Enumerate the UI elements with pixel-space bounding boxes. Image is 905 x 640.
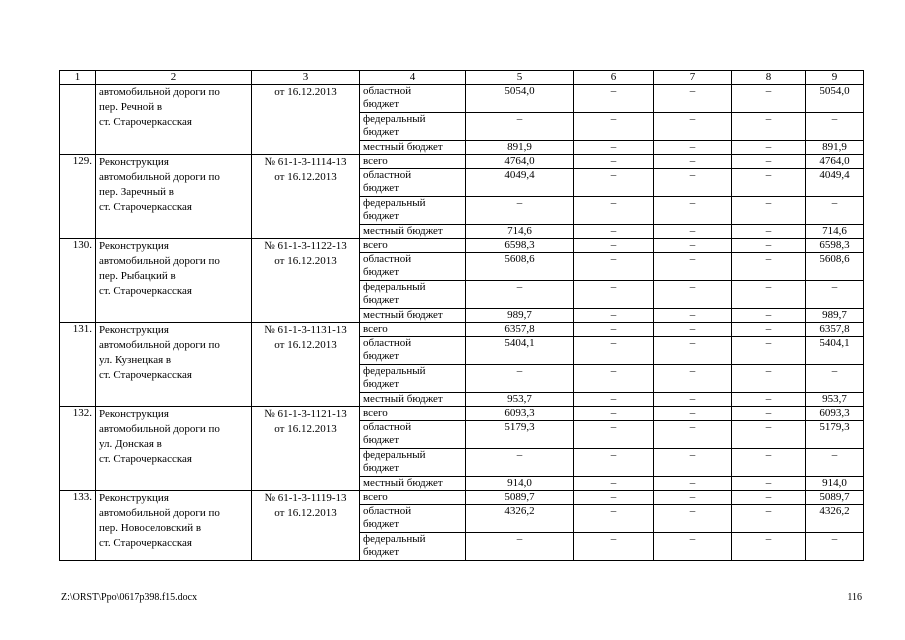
amount-cell: – [574, 491, 654, 505]
amount-cell: 4326,2 [806, 505, 864, 533]
amount-cell: 5054,0 [806, 85, 864, 113]
item-number-cell: 133. [60, 491, 96, 561]
funding-source-line: федеральный [363, 533, 426, 545]
amount-cell: – [732, 407, 806, 421]
table-row [60, 323, 864, 337]
funding-source-cell [360, 323, 466, 337]
object-name-line: пер. Заречный в [99, 186, 174, 198]
amount-cell: – [654, 281, 732, 309]
footer-file-path: Z:\ORST\Ppo\0617p398.f15.docx [61, 592, 198, 603]
funding-source-line: бюджет [363, 126, 399, 138]
amount-cell: – [466, 281, 574, 309]
amount-cell: – [574, 85, 654, 113]
object-name-line: ст. Старочеркасская [99, 453, 192, 465]
amount-cell: – [654, 253, 732, 281]
amount-cell: – [732, 141, 806, 155]
funding-source-line: федеральный [363, 197, 426, 209]
amount-cell: 5179,3 [466, 421, 574, 449]
funding-source-line: местный бюджет [363, 309, 443, 321]
funding-source-cell [360, 491, 466, 505]
document-line: от 16.12.2013 [274, 507, 337, 519]
funding-source-line: областной [363, 169, 412, 181]
document-cell [252, 323, 360, 407]
amount-cell: 5404,1 [806, 337, 864, 365]
amount-cell: 714,6 [806, 225, 864, 239]
amount-cell: – [654, 533, 732, 561]
table-row [60, 85, 864, 113]
table-body [60, 71, 864, 561]
document-line: от 16.12.2013 [274, 171, 337, 183]
document-cell [252, 239, 360, 323]
funding-source-line: местный бюджет [363, 477, 443, 489]
funding-source-line: бюджет [363, 546, 399, 558]
amount-cell: – [654, 155, 732, 169]
funding-source-cell [360, 393, 466, 407]
amount-cell: – [654, 491, 732, 505]
amount-cell: 914,0 [466, 477, 574, 491]
amount-cell: – [732, 169, 806, 197]
amount-cell: 891,9 [466, 141, 574, 155]
document-cell [252, 491, 360, 561]
header-cell: 8 [732, 71, 806, 85]
funding-source-cell [360, 281, 466, 309]
amount-cell: 5608,6 [466, 253, 574, 281]
object-name-line: автомобильной дороги по [99, 423, 220, 435]
document-line: № 61-1-3-1121-13 [264, 408, 347, 420]
amount-cell: 5608,6 [806, 253, 864, 281]
amount-cell: 5089,7 [466, 491, 574, 505]
funding-source-cell [360, 505, 466, 533]
funding-source-cell [360, 449, 466, 477]
footer-page-number: 116 [847, 592, 862, 603]
amount-cell: – [654, 365, 732, 393]
amount-cell: 4049,4 [466, 169, 574, 197]
amount-cell: – [806, 113, 864, 141]
amount-cell: – [806, 449, 864, 477]
amount-cell: – [574, 365, 654, 393]
funding-source-line: всего [363, 407, 388, 419]
amount-cell: 6598,3 [806, 239, 864, 253]
amount-cell: 6093,3 [466, 407, 574, 421]
amount-cell: – [574, 533, 654, 561]
amount-cell: – [654, 113, 732, 141]
amount-cell: 914,0 [806, 477, 864, 491]
amount-cell: – [732, 449, 806, 477]
amount-cell: – [574, 407, 654, 421]
object-name-cell [96, 323, 252, 407]
funding-source-line: бюджет [363, 378, 399, 390]
funding-source-line: областной [363, 253, 412, 265]
amount-cell: – [466, 449, 574, 477]
funding-source-line: бюджет [363, 350, 399, 362]
amount-cell: – [732, 253, 806, 281]
header-cell: 4 [360, 71, 466, 85]
object-name-line: автомобильной дороги по [99, 255, 220, 267]
document-line: от 16.12.2013 [274, 423, 337, 435]
amount-cell: – [732, 85, 806, 113]
amount-cell: – [654, 169, 732, 197]
amount-cell: – [574, 449, 654, 477]
funding-source-cell [360, 365, 466, 393]
amount-cell: – [574, 477, 654, 491]
amount-cell: – [574, 337, 654, 365]
amount-cell: – [732, 337, 806, 365]
funding-source-line: областной [363, 505, 412, 517]
object-name-line: автомобильной дороги по [99, 171, 220, 183]
amount-cell: 989,7 [466, 309, 574, 323]
amount-cell: – [654, 337, 732, 365]
amount-cell: – [732, 309, 806, 323]
amount-cell: – [574, 113, 654, 141]
object-name-line: ул. Кузнецкая в [99, 354, 172, 366]
document-line: от 16.12.2013 [274, 86, 337, 98]
amount-cell: – [654, 407, 732, 421]
amount-cell: – [574, 281, 654, 309]
amount-cell: – [654, 225, 732, 239]
funding-source-cell [360, 113, 466, 141]
document-line: № 61-1-3-1122-13 [264, 240, 347, 252]
object-name-line: ст. Старочеркасская [99, 285, 192, 297]
amount-cell: 5089,7 [806, 491, 864, 505]
funding-source-line: местный бюджет [363, 393, 443, 405]
funding-source-cell [360, 533, 466, 561]
amount-cell: – [574, 225, 654, 239]
object-name-line: пер. Новоселовский в [99, 522, 202, 534]
amount-cell: – [574, 141, 654, 155]
funding-source-cell [360, 141, 466, 155]
amount-cell: – [466, 533, 574, 561]
object-name-line: автомобильной дороги по [99, 507, 220, 519]
item-number-cell [60, 85, 96, 155]
amount-cell: 5054,0 [466, 85, 574, 113]
table-row [60, 155, 864, 169]
amount-cell: 6598,3 [466, 239, 574, 253]
funding-source-line: местный бюджет [363, 225, 443, 237]
header-cell: 3 [252, 71, 360, 85]
object-name-cell [96, 85, 252, 155]
document-line: от 16.12.2013 [274, 255, 337, 267]
header-cell: 5 [466, 71, 574, 85]
item-number-cell: 131. [60, 323, 96, 407]
amount-cell: – [732, 239, 806, 253]
amount-cell: – [654, 85, 732, 113]
amount-cell: – [732, 421, 806, 449]
amount-cell: – [654, 393, 732, 407]
item-number-cell: 129. [60, 155, 96, 239]
amount-cell: 5404,1 [466, 337, 574, 365]
header-cell: 2 [96, 71, 252, 85]
amount-cell: – [574, 309, 654, 323]
amount-cell: 891,9 [806, 141, 864, 155]
funding-source-line: бюджет [363, 182, 399, 194]
object-name-line: автомобильной дороги по [99, 339, 220, 351]
object-name-cell [96, 491, 252, 561]
document-line: № 61-1-3-1131-13 [264, 324, 347, 336]
funding-source-line: бюджет [363, 294, 399, 306]
amount-cell: – [574, 239, 654, 253]
amount-cell: – [732, 155, 806, 169]
item-number-cell: 130. [60, 239, 96, 323]
funding-source-cell [360, 253, 466, 281]
document-cell [252, 155, 360, 239]
funding-source-line: федеральный [363, 449, 426, 461]
amount-cell: – [574, 155, 654, 169]
amount-cell: – [654, 421, 732, 449]
object-name-line: Реконструкция [99, 324, 169, 336]
document-cell [252, 85, 360, 155]
header-cell: 6 [574, 71, 654, 85]
amount-cell: – [654, 141, 732, 155]
object-name-line: пер. Рыбацкий в [99, 270, 176, 282]
amount-cell: – [654, 309, 732, 323]
funding-source-line: федеральный [363, 113, 426, 125]
funding-source-line: всего [363, 323, 388, 335]
amount-cell: – [732, 393, 806, 407]
amount-cell: – [806, 197, 864, 225]
amount-cell: – [574, 197, 654, 225]
object-name-line: ст. Старочеркасская [99, 201, 192, 213]
amount-cell: – [732, 197, 806, 225]
amount-cell: – [574, 169, 654, 197]
funding-source-line: бюджет [363, 518, 399, 530]
amount-cell: – [466, 365, 574, 393]
amount-cell: – [806, 281, 864, 309]
funding-source-line: всего [363, 491, 388, 503]
document-line: № 61-1-3-1114-13 [264, 156, 347, 168]
document-line: № 61-1-3-1119-13 [264, 492, 347, 504]
object-name-line: ст. Старочеркасская [99, 537, 192, 549]
object-name-cell [96, 239, 252, 323]
amount-cell: – [574, 421, 654, 449]
funding-source-cell [360, 477, 466, 491]
amount-cell: – [732, 477, 806, 491]
object-name-line: ул. Донская в [99, 438, 162, 450]
amount-cell: – [466, 197, 574, 225]
funding-source-cell [360, 155, 466, 169]
amount-cell: – [574, 323, 654, 337]
amount-cell: 953,7 [466, 393, 574, 407]
amount-cell: – [806, 365, 864, 393]
funding-source-line: бюджет [363, 266, 399, 278]
object-name-line: Реконструкция [99, 240, 169, 252]
funding-source-cell [360, 337, 466, 365]
object-name-line: автомобильной дороги по [99, 86, 220, 98]
amount-cell: – [732, 225, 806, 239]
funding-source-cell [360, 421, 466, 449]
amount-cell: – [574, 505, 654, 533]
amount-cell: 4764,0 [806, 155, 864, 169]
document-cell [252, 407, 360, 491]
funding-source-cell [360, 85, 466, 113]
amount-cell: 4049,4 [806, 169, 864, 197]
header-cell: 1 [60, 71, 96, 85]
funding-source-cell [360, 225, 466, 239]
object-name-line: ст. Старочеркасская [99, 369, 192, 381]
amount-cell: 6357,8 [466, 323, 574, 337]
funding-source-line: бюджет [363, 210, 399, 222]
funding-source-line: областной [363, 85, 412, 97]
funding-source-line: федеральный [363, 281, 426, 293]
funding-source-cell [360, 309, 466, 323]
funding-source-line: федеральный [363, 365, 426, 377]
amount-cell: – [806, 533, 864, 561]
object-name-line: пер. Речной в [99, 101, 163, 113]
amount-cell: – [732, 365, 806, 393]
funding-source-line: областной [363, 337, 412, 349]
funding-source-cell [360, 407, 466, 421]
amount-cell: 953,7 [806, 393, 864, 407]
amount-cell: – [574, 393, 654, 407]
funding-source-cell [360, 169, 466, 197]
amount-cell: – [466, 113, 574, 141]
funding-source-line: бюджет [363, 462, 399, 474]
object-name-line: Реконструкция [99, 156, 169, 168]
amount-cell: – [732, 113, 806, 141]
amount-cell: 6093,3 [806, 407, 864, 421]
funding-source-line: бюджет [363, 434, 399, 446]
funding-source-line: всего [363, 155, 388, 167]
object-name-line: ст. Старочеркасская [99, 116, 192, 128]
amount-cell: – [732, 533, 806, 561]
funding-source-line: бюджет [363, 98, 399, 110]
table-row [60, 239, 864, 253]
amount-cell: 714,6 [466, 225, 574, 239]
object-name-cell [96, 407, 252, 491]
funding-source-line: всего [363, 239, 388, 251]
amount-cell: 6357,8 [806, 323, 864, 337]
amount-cell: – [654, 477, 732, 491]
header-cell: 7 [654, 71, 732, 85]
amount-cell: – [732, 281, 806, 309]
header-row [60, 71, 864, 85]
funding-source-cell [360, 197, 466, 225]
object-name-line: Реконструкция [99, 408, 169, 420]
funding-source-line: местный бюджет [363, 141, 443, 153]
amount-cell: – [732, 505, 806, 533]
amount-cell: 5179,3 [806, 421, 864, 449]
object-name-cell [96, 155, 252, 239]
amount-cell: – [654, 323, 732, 337]
amount-cell: – [732, 323, 806, 337]
amount-cell: – [654, 449, 732, 477]
amount-cell: – [654, 197, 732, 225]
item-number-cell: 132. [60, 407, 96, 491]
amount-cell: – [574, 253, 654, 281]
funding-source-line: областной [363, 421, 412, 433]
amount-cell: – [732, 491, 806, 505]
amount-cell: – [654, 505, 732, 533]
document-line: от 16.12.2013 [274, 339, 337, 351]
amount-cell: 4326,2 [466, 505, 574, 533]
amount-cell: – [654, 239, 732, 253]
amount-cell: 4764,0 [466, 155, 574, 169]
table-row [60, 407, 864, 421]
table-row [60, 491, 864, 505]
header-cell: 9 [806, 71, 864, 85]
funding-source-cell [360, 239, 466, 253]
object-name-line: Реконструкция [99, 492, 169, 504]
budget-table [59, 70, 864, 561]
amount-cell: 989,7 [806, 309, 864, 323]
